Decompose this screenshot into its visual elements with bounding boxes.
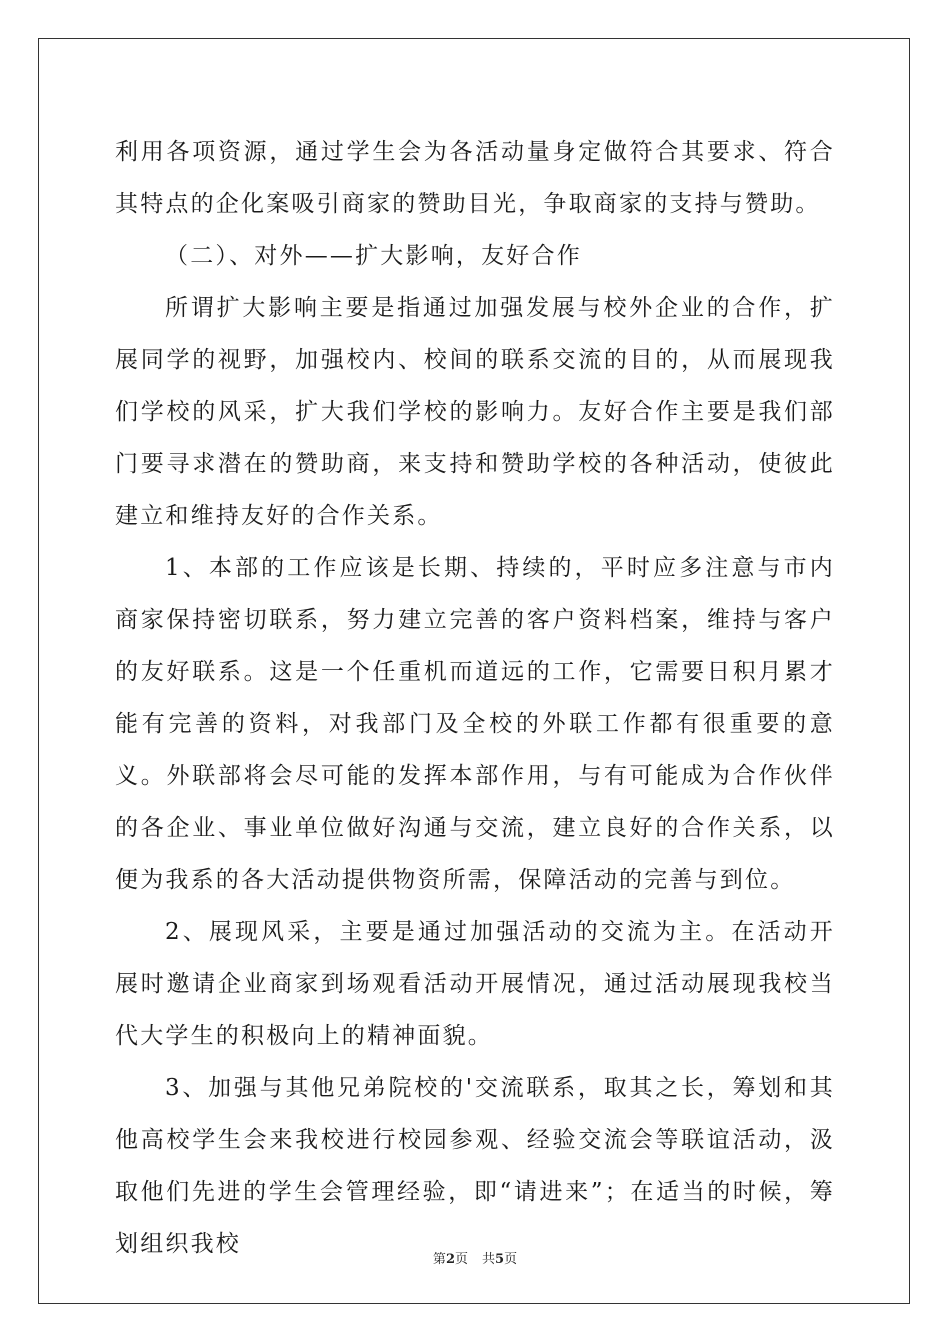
page-footer <box>0 1248 950 1267</box>
page-suffix: 页 <box>454 1252 468 1267</box>
paragraph-item-3: 3、加强与其他兄弟院校的'交流联系，取其之长，筹划和其他高校学生会来我校进行校园参观、经验交流会等联谊活动，汲取他们先进的学生会管理经验，即“请进来”；在适当的时候，筹划组织我校 <box>115 1075 835 1257</box>
page-prefix: 第 <box>432 1252 446 1267</box>
total-suffix: 页 <box>504 1252 518 1267</box>
page-number: 2 <box>445 1252 455 1267</box>
total-pages: 5 <box>495 1252 505 1267</box>
section-heading: （二）、对外——扩大影响，友好合作 <box>165 243 582 269</box>
document-body <box>115 126 835 1270</box>
paragraph-expand-influence: 所谓扩大影响主要是指通过加强发展与校外企业的合作，扩展同学的视野，加强校内、校间的联系交流的目的，从而展现我们学校的风采，扩大我们学校的影响力。友好合作主要是我们部门要寻求潜在的赞助商，来支持和赞助学校的各种活动，使彼此建立和维持友好的合作关系。 <box>115 295 835 529</box>
total-prefix: 共 <box>482 1252 496 1267</box>
paragraph-item-2: 2、展现风采，主要是通过加强活动的交流为主。在活动开展时邀请企业商家到场观看活动开展情况，通过活动展现我校当代大学生的积极向上的精神面貌。 <box>115 919 835 1049</box>
paragraph-item-1: 1、本部的工作应该是长期、持续的，平时应多注意与市内商家保持密切联系，努力建立完善的客户资料档案，维持与客户的友好联系。这是一个任重机而道远的工作，它需要日积月累才能有完善的资料，对我部门及全校的外联工作都有很重要的意义。外联部将会尽可能的发挥本部作用，与有可能成为合作伙伴的各企业、事业单位做好沟通与交流，建立良好的合作关系，以便为我系的各大活动提供物资所需，保障活动的完善与到位。 <box>115 555 835 893</box>
paragraph-continuation: 利用各项资源，通过学生会为各活动量身定做符合其要求、符合其特点的企化案吸引商家的赞助目光，争取商家的支持与赞助。 <box>115 139 835 217</box>
